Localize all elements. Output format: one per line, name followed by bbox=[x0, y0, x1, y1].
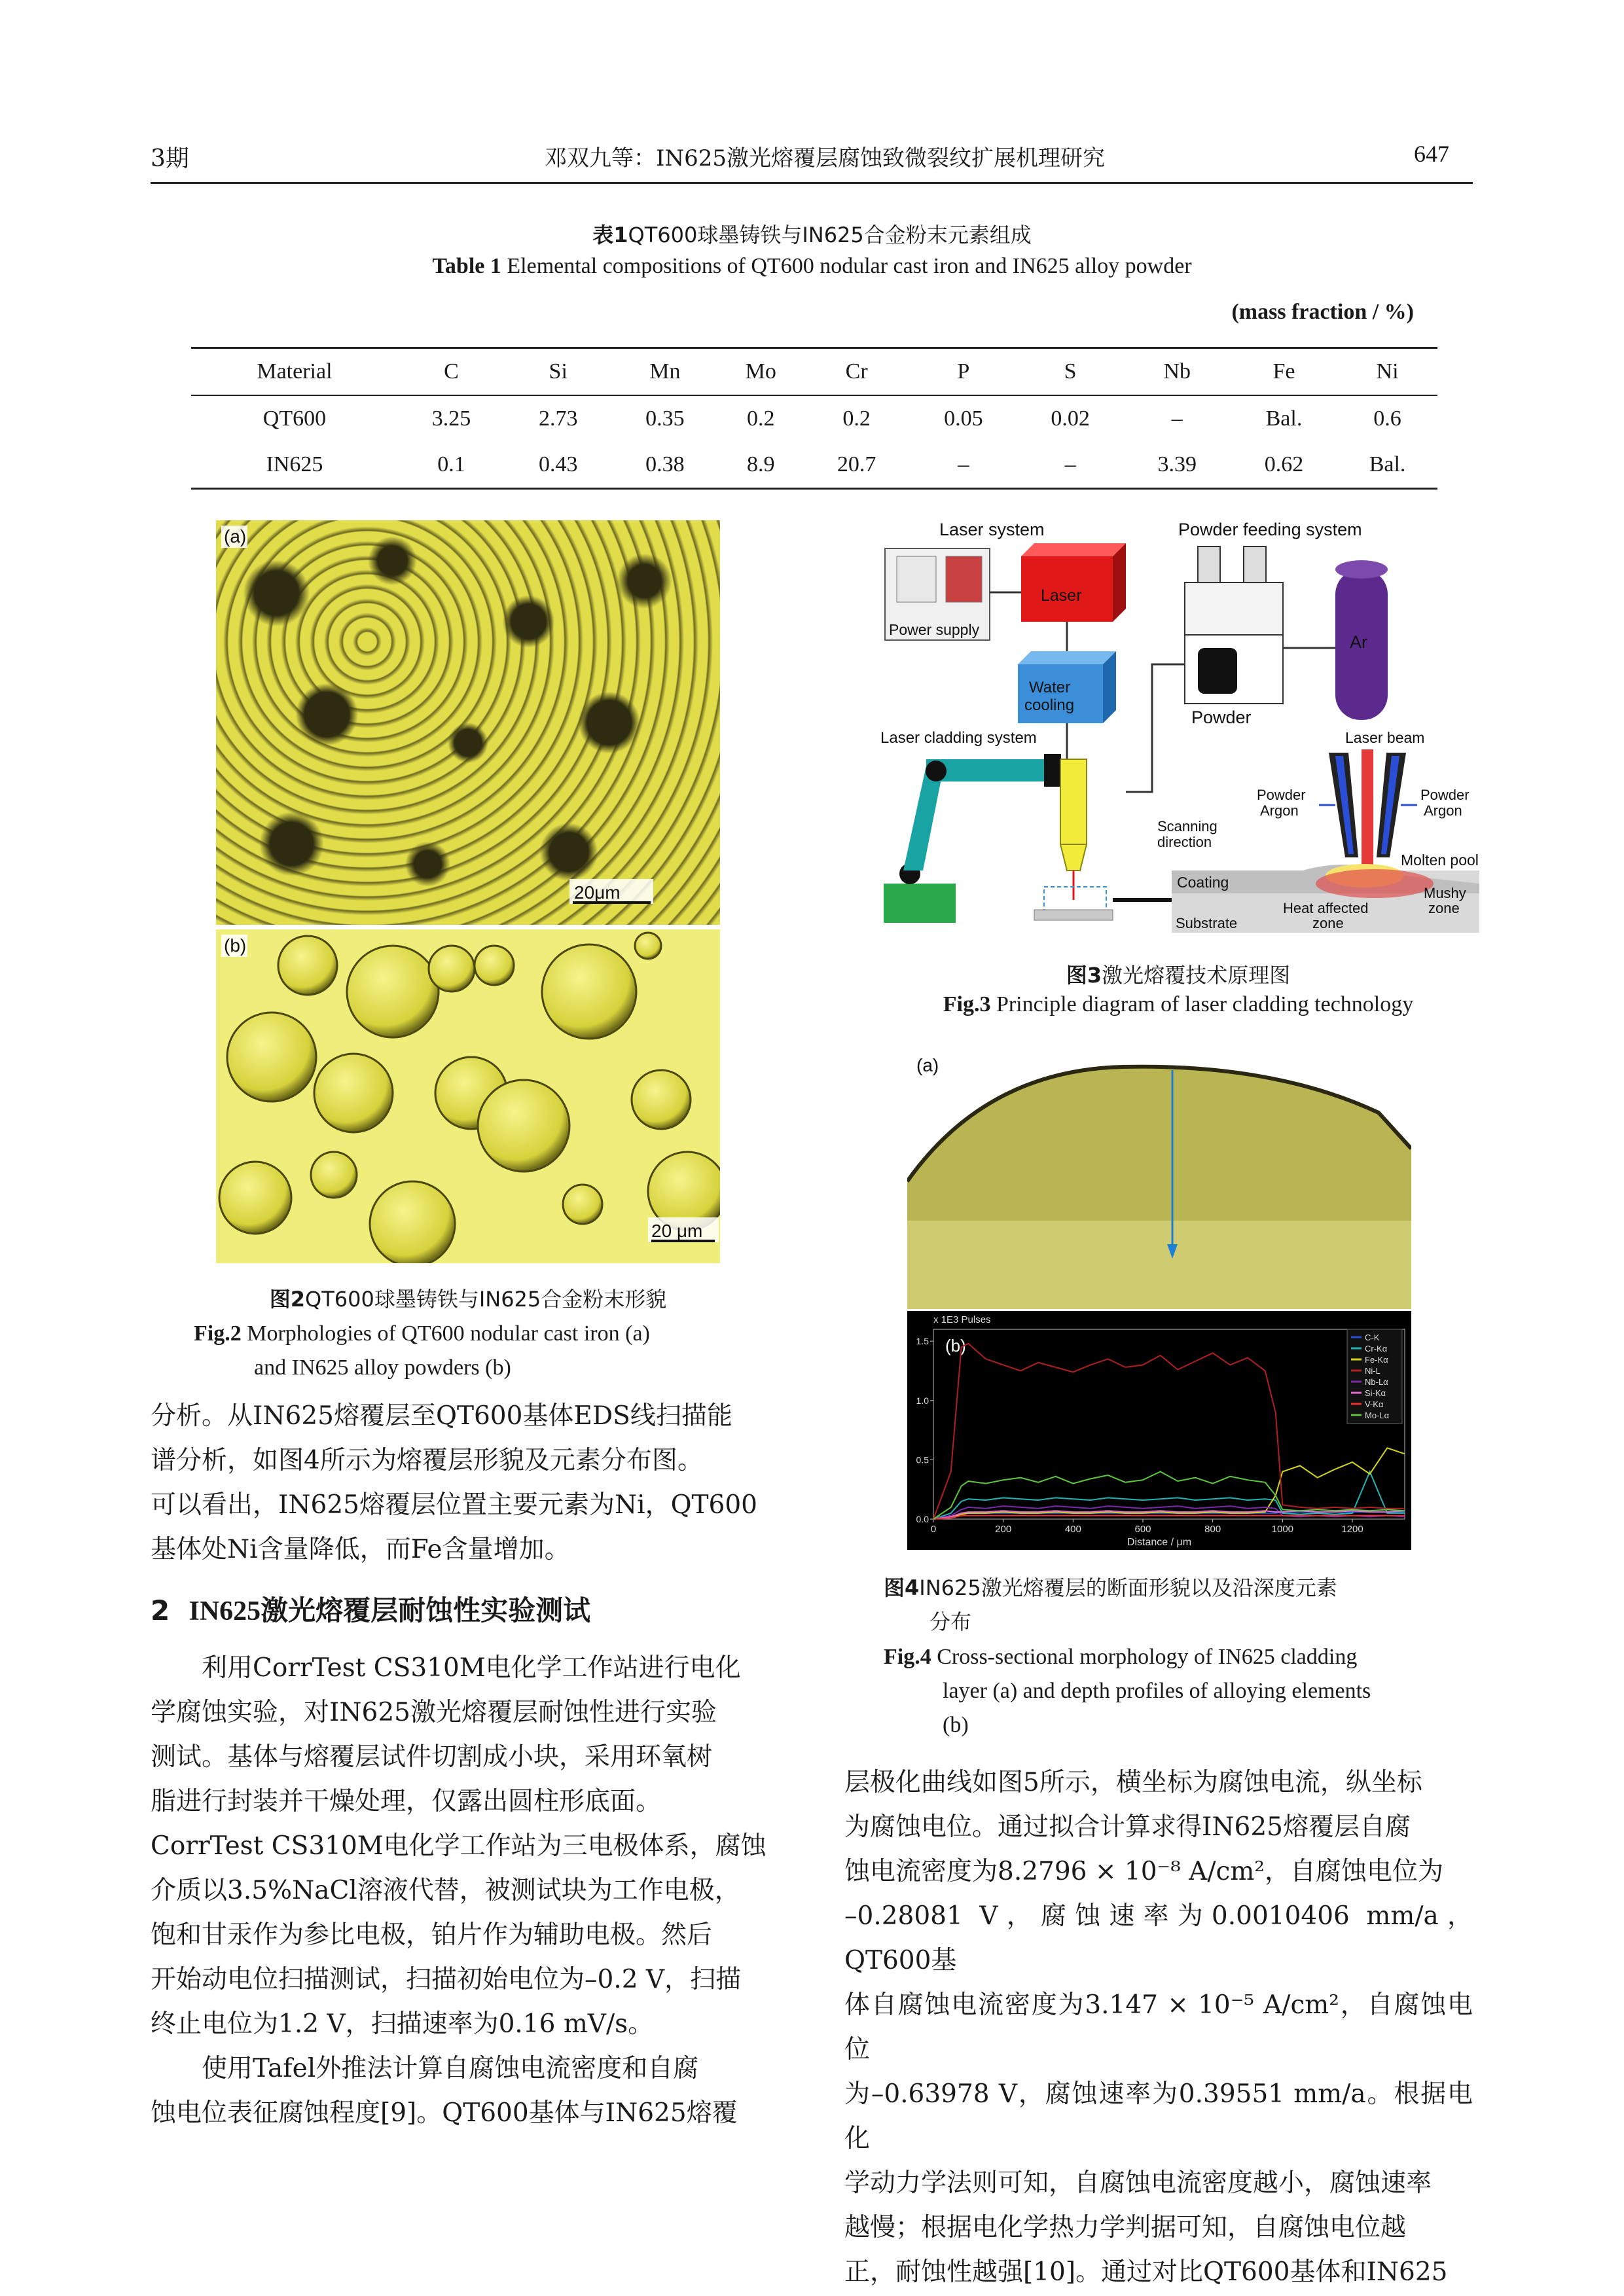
text-line: 可以看出，IN625熔覆层位置主要元素为Ni，QT600 bbox=[151, 1490, 757, 1520]
table-cell: 0.2 bbox=[842, 406, 871, 431]
fig3-direction-label: direction bbox=[1157, 834, 1212, 850]
eds-line-chart bbox=[907, 1311, 1411, 1550]
text-line: 介质以3.5%NaCl溶液代替，被测试块为工作电极， bbox=[151, 1876, 740, 1905]
fig2b-label: (b) bbox=[224, 935, 247, 956]
table-header-cell: Si bbox=[505, 348, 611, 396]
table-header-cell: C bbox=[398, 348, 505, 396]
table1-caption-zh-text: QT600球墨铸铁与IN625合金粉末元素组成 bbox=[628, 223, 1032, 247]
fig2a-scale-label: 20μm bbox=[574, 882, 621, 903]
power-supply-module bbox=[946, 556, 982, 602]
powder-sphere bbox=[478, 1080, 569, 1172]
fig4-caption-en-label: Fig.4 bbox=[884, 1645, 931, 1669]
chart-legend-entry: V-Kα bbox=[1365, 1399, 1384, 1409]
fig3-argon-right-label: Argon bbox=[1424, 802, 1462, 819]
table1-caption-en-text: Elemental compositions of QT600 nodular cast iron and IN625 alloy powder bbox=[507, 254, 1192, 278]
laser-box-top bbox=[1021, 543, 1126, 556]
text-line: 为–0.63978 V，腐蚀速率为0.39551 mm/a。根据电化 bbox=[844, 2079, 1473, 2153]
powder-sphere bbox=[278, 936, 337, 995]
fig3-caption-en-text: Principle diagram of laser cladding technology bbox=[996, 992, 1414, 1016]
chart-y-tick-label: 0.0 bbox=[916, 1514, 929, 1524]
text-line: 蚀电位表征腐蚀程度[9]。QT600基体与IN625熔覆 bbox=[151, 2098, 738, 2128]
chart-legend bbox=[1347, 1329, 1402, 1424]
fig4-caption-en-line2: layer (a) and depth profiles of alloying elements bbox=[943, 1679, 1371, 1703]
table-header-cell: Mo bbox=[719, 348, 804, 396]
fig3-zone-label: zone bbox=[1428, 900, 1460, 916]
fig3-cooling-label: cooling bbox=[1024, 696, 1075, 714]
chart-legend-entry: Ni-L bbox=[1365, 1366, 1380, 1376]
fig2-caption-en-label: Fig.2 bbox=[194, 1321, 242, 1346]
fig4-caption-zh bbox=[884, 1571, 1473, 1639]
text-line: 利用CorrTest CS310M电化学工作站进行电化 bbox=[151, 1653, 741, 1683]
argon-cylinder-top bbox=[1335, 560, 1388, 579]
table-cell: – bbox=[1017, 442, 1123, 489]
text-line: –0.28081 V，腐蚀速率为0.0010406 mm/a，QT600基 bbox=[844, 1901, 1473, 1975]
table-cell: QT600 bbox=[262, 406, 327, 431]
text-line: 层极化曲线如图5所示，横坐标为腐蚀电流，纵坐标 bbox=[844, 1768, 1422, 1797]
table-cell: 0.02 bbox=[1051, 406, 1090, 431]
powder-sphere bbox=[311, 1152, 357, 1198]
table-header-cell: Ni bbox=[1337, 348, 1437, 396]
table-cell: IN625 bbox=[191, 442, 398, 489]
fig3-powder-label: Powder bbox=[1191, 708, 1252, 727]
table-cell: Bal. bbox=[1337, 442, 1437, 489]
section-heading bbox=[151, 1589, 779, 1628]
fig4-caption-en bbox=[884, 1640, 1473, 1742]
fig4-caption-zh-line2: 分布 bbox=[929, 1609, 972, 1634]
chart-x-tick-label: 600 bbox=[1134, 1524, 1151, 1535]
table-cell: Bal. bbox=[1265, 406, 1303, 431]
table-header-row bbox=[191, 348, 1437, 396]
left-paragraph-0 bbox=[151, 1394, 779, 1572]
fig3-molten-pool-label: Molten pool bbox=[1401, 852, 1479, 869]
chart-title: x 1E3 Pulses bbox=[933, 1314, 991, 1325]
chart-legend-entry: Cr-Kα bbox=[1365, 1344, 1388, 1354]
text-line: 体自腐蚀电流密度为3.147 × 10⁻⁵ A/cm²，自腐蚀电位 bbox=[844, 1990, 1473, 2064]
chart-y-tick-label: 0.5 bbox=[916, 1454, 929, 1465]
table-header-cell: Mn bbox=[611, 348, 718, 396]
powder-hopper bbox=[1198, 547, 1220, 586]
text-line: 正，耐蚀性越强[10]。通过对比QT600基体和IN625 bbox=[844, 2257, 1448, 2287]
fig4a-label: (a) bbox=[916, 1055, 939, 1075]
chart-x-tick-label: 0 bbox=[930, 1524, 937, 1535]
fig4-caption-en-line1: Cross-sectional morphology of IN625 cladding bbox=[937, 1645, 1358, 1669]
fig4b-eds-chart bbox=[907, 1311, 1411, 1550]
fig4-caption-zh-label: 图4 bbox=[884, 1575, 920, 1600]
powder-sphere bbox=[429, 946, 475, 992]
table-cell: 0.05 bbox=[944, 406, 983, 431]
table-cell: – bbox=[910, 442, 1017, 489]
powder-sphere bbox=[347, 946, 439, 1037]
fig3-argon-left-label: Argon bbox=[1260, 802, 1299, 819]
text-line: 学腐蚀实验，对IN625激光熔覆层耐蚀性进行实验 bbox=[151, 1698, 717, 1727]
fig3-scanning-label: Scanning bbox=[1157, 818, 1218, 834]
fig4a-image bbox=[907, 1050, 1411, 1309]
fig3-caption-zh-label: 图3 bbox=[1066, 963, 1102, 988]
table-cell: – bbox=[1171, 406, 1183, 431]
fig3-laser-system-label: Laser system bbox=[939, 520, 1045, 539]
text-line: 测试。基体与熔覆层试件切割成小块，采用环氧树 bbox=[151, 1742, 713, 1772]
table-header-cell: Fe bbox=[1231, 348, 1337, 396]
fig2-caption-zh-text: QT600球墨铸铁与IN625合金粉末形貌 bbox=[305, 1287, 667, 1312]
text-line: 脂进行封装并干燥处理，仅露出圆柱形底面。 bbox=[151, 1787, 662, 1816]
powder-sphere bbox=[370, 1181, 455, 1263]
fig3-ar-label: Ar bbox=[1350, 632, 1367, 652]
text-line: 开始动电位扫描测试，扫描初始电位为–0.2 V，扫描 bbox=[151, 1965, 742, 1994]
fig3-diagram bbox=[877, 517, 1479, 936]
table-cell: 0.62 bbox=[1231, 442, 1337, 489]
robot-wrist bbox=[1044, 754, 1061, 787]
powder-hopper bbox=[1244, 547, 1266, 586]
robot-elbow-joint bbox=[926, 761, 947, 781]
fig3-power-supply-label: Power supply bbox=[889, 621, 980, 638]
powder-sphere bbox=[632, 1070, 691, 1129]
chart-x-tick-label: 800 bbox=[1204, 1524, 1221, 1535]
text-line: 谱分析，如图4所示为熔覆层形貌及元素分布图。 bbox=[151, 1446, 703, 1475]
fig3-mushy-label: Mushy bbox=[1424, 885, 1466, 901]
fig3-laser-beam-label: Laser beam bbox=[1345, 729, 1425, 746]
powder-sphere bbox=[314, 1054, 393, 1132]
text-line: 为腐蚀电位。通过拟合计算求得IN625熔覆层自腐 bbox=[844, 1812, 1411, 1842]
text-line: 分析。从IN625熔覆层至QT600基体EDS线扫描能 bbox=[151, 1401, 732, 1431]
table-cell: 0.35 bbox=[645, 406, 685, 431]
chart-legend-entry: Mo-Lα bbox=[1365, 1410, 1390, 1420]
fig3-caption-zh bbox=[877, 959, 1479, 989]
table1-unit-note: (mass fraction / %) bbox=[1231, 300, 1414, 324]
chart-legend-entry: C-K bbox=[1365, 1333, 1380, 1342]
chart-x-tick-label: 1200 bbox=[1341, 1524, 1363, 1535]
text-line: 使用Tafel外推法计算自腐蚀电流密度和自腐 bbox=[151, 2054, 699, 2083]
chart-y-tick-label: 1.0 bbox=[916, 1395, 929, 1406]
fig3-caption-en bbox=[877, 992, 1479, 1017]
fig3-powder-feeding-label: Powder feeding system bbox=[1178, 520, 1362, 539]
table-header-cell: P bbox=[910, 348, 1017, 396]
chart-x-tick-label: 1000 bbox=[1271, 1524, 1294, 1535]
composition-table bbox=[191, 347, 1437, 490]
text-line: 蚀电流密度为8.2796 × 10⁻⁸ A/cm²，自腐蚀电位为 bbox=[844, 1857, 1443, 1886]
header-page-number: 647 bbox=[1414, 141, 1449, 167]
fig4-caption-zh-line1: IN625激光熔覆层的断面形貌以及沿深度元素 bbox=[919, 1575, 1337, 1600]
text-line: 基体处Ni含量降低，而Fe含量增加。 bbox=[151, 1535, 570, 1564]
text-line: 学动力学法则可知，自腐蚀电流密度越小，腐蚀速率 bbox=[844, 2168, 1432, 2198]
table1-caption-zh bbox=[0, 219, 1624, 249]
chart-plot-frame bbox=[933, 1329, 1405, 1519]
fig3-powder-right-label: Powder bbox=[1420, 787, 1470, 803]
heat-affected-zone bbox=[1316, 869, 1434, 898]
fig3-powder-left-label: Powder bbox=[1257, 787, 1306, 803]
table-cell: 0.2 bbox=[747, 406, 775, 431]
fig4b-label: (b) bbox=[945, 1336, 966, 1355]
powder-feeder-top bbox=[1185, 583, 1283, 635]
header-issue: 3期 bbox=[151, 145, 189, 172]
table-cell: 0.43 bbox=[505, 442, 611, 489]
fig3-laser-label: Laser bbox=[1041, 586, 1082, 605]
laser-box-side bbox=[1113, 543, 1126, 622]
powder-sphere bbox=[563, 1185, 602, 1224]
cladding-nozzle bbox=[1060, 844, 1087, 870]
fig3-haz-zone-label: zone bbox=[1312, 915, 1344, 931]
table-row bbox=[191, 442, 1437, 489]
fig2-caption-en bbox=[194, 1317, 737, 1385]
robot-base bbox=[884, 884, 956, 923]
header-rule bbox=[151, 182, 1473, 184]
fig3-substrate-label: Substrate bbox=[1176, 915, 1238, 931]
fig2a-overlay bbox=[216, 520, 720, 925]
chart-series-line bbox=[933, 1448, 1405, 1519]
dilution-zone bbox=[907, 1221, 1411, 1309]
power-supply-module bbox=[897, 556, 936, 602]
section-number: 2 bbox=[151, 1594, 170, 1626]
table-cell: 0.1 bbox=[398, 442, 505, 489]
table-cell: 0.38 bbox=[611, 442, 718, 489]
fig2a-label: (a) bbox=[224, 526, 247, 547]
table-cell: 8.9 bbox=[719, 442, 804, 489]
focus-region-box bbox=[1044, 887, 1106, 913]
fig3-caption-en-label: Fig.3 bbox=[943, 992, 991, 1016]
fig2-caption-en-line2: and IN625 alloy powders (b) bbox=[254, 1355, 511, 1380]
table1-caption-en-label: Table 1 bbox=[432, 254, 501, 278]
table1-caption-zh-label: 表1 bbox=[592, 223, 628, 247]
table-header-cell: Material bbox=[191, 348, 398, 396]
chart-x-axis-label: Distance / μm bbox=[1127, 1537, 1192, 1548]
right-paragraph bbox=[844, 1761, 1473, 2295]
text-line: 越慢；根据电化学热力学判据可知，自腐蚀电位越 bbox=[844, 2213, 1407, 2242]
left-paragraph-1 bbox=[151, 1646, 779, 2136]
chart-x-tick-label: 200 bbox=[995, 1524, 1012, 1535]
table-cell: 3.25 bbox=[431, 406, 471, 431]
table-cell: 0.6 bbox=[1373, 406, 1401, 431]
powder-sphere bbox=[542, 944, 636, 1039]
table-row bbox=[191, 395, 1437, 442]
powder-feeder-port bbox=[1198, 648, 1237, 694]
text-line: CorrTest CS310M电化学工作站为三电极体系，腐蚀 bbox=[151, 1831, 767, 1861]
chart-y-tick-label: 1.5 bbox=[916, 1336, 929, 1347]
fig3-caption-zh-text: 激光熔覆技术原理图 bbox=[1102, 963, 1291, 988]
fig2-caption-zh-label: 图2 bbox=[269, 1287, 305, 1312]
fig3-water-label: Water bbox=[1029, 679, 1071, 696]
chart-legend-entry: Si-Kα bbox=[1365, 1388, 1386, 1398]
fig2-caption-en-line1: Morphologies of QT600 nodular cast iron (a) bbox=[247, 1321, 650, 1346]
table-header-cell: S bbox=[1017, 348, 1123, 396]
section-title-en: IN625 bbox=[189, 1596, 261, 1626]
powder-sphere bbox=[227, 1013, 316, 1102]
powder-sphere bbox=[635, 933, 661, 959]
workpiece-plate bbox=[1034, 910, 1113, 920]
fig2a-micrograph bbox=[216, 520, 720, 925]
table-cell: 3.39 bbox=[1124, 442, 1231, 489]
chart-series-line bbox=[933, 1344, 1405, 1519]
fig2b-spheres bbox=[216, 929, 720, 1263]
table-cell: 20.7 bbox=[803, 442, 910, 489]
fig3-laser-cladding-system-label: Laser cladding system bbox=[880, 729, 1037, 747]
fig2b-scale-label: 20 μm bbox=[651, 1221, 703, 1241]
fig4a-cross-section bbox=[907, 1050, 1411, 1309]
table1-caption-en bbox=[0, 254, 1624, 279]
powder-sphere bbox=[219, 1162, 291, 1234]
cladding-head bbox=[1060, 759, 1087, 844]
table-header-cell: Cr bbox=[803, 348, 910, 396]
table-cell: 2.73 bbox=[538, 406, 578, 431]
fig3-heat-affected-label: Heat affected bbox=[1283, 900, 1369, 916]
chart-legend-entry: Fe-Kα bbox=[1365, 1355, 1388, 1365]
water-cooling-top bbox=[1018, 651, 1116, 664]
section-title-zh: 激光熔覆层耐蚀性实验测试 bbox=[261, 1594, 591, 1626]
chart-legend-entry: Nb-Lα bbox=[1365, 1377, 1388, 1387]
feeder-to-nozzle-line bbox=[1126, 664, 1185, 792]
table-header-cell: Nb bbox=[1124, 348, 1231, 396]
chart-series-group bbox=[933, 1344, 1405, 1519]
fig4-caption-en-line3: (b) bbox=[943, 1713, 969, 1737]
text-line: 饱和甘汞作为参比电极，铂片作为辅助电极。然后 bbox=[151, 1920, 713, 1950]
header-title: 邓双九等：IN625激光熔覆层腐蚀致微裂纹扩展机理研究 bbox=[544, 145, 1106, 171]
text-line: 终止电位为1.2 V，扫描速率为0.16 mV/s。 bbox=[151, 2009, 654, 2039]
powder-sphere bbox=[475, 946, 514, 985]
fig3-coating-label: Coating bbox=[1177, 874, 1229, 891]
fig2-caption-zh bbox=[216, 1283, 720, 1313]
fig2b-powder bbox=[216, 929, 720, 1263]
chart-x-tick-label: 400 bbox=[1064, 1524, 1081, 1535]
